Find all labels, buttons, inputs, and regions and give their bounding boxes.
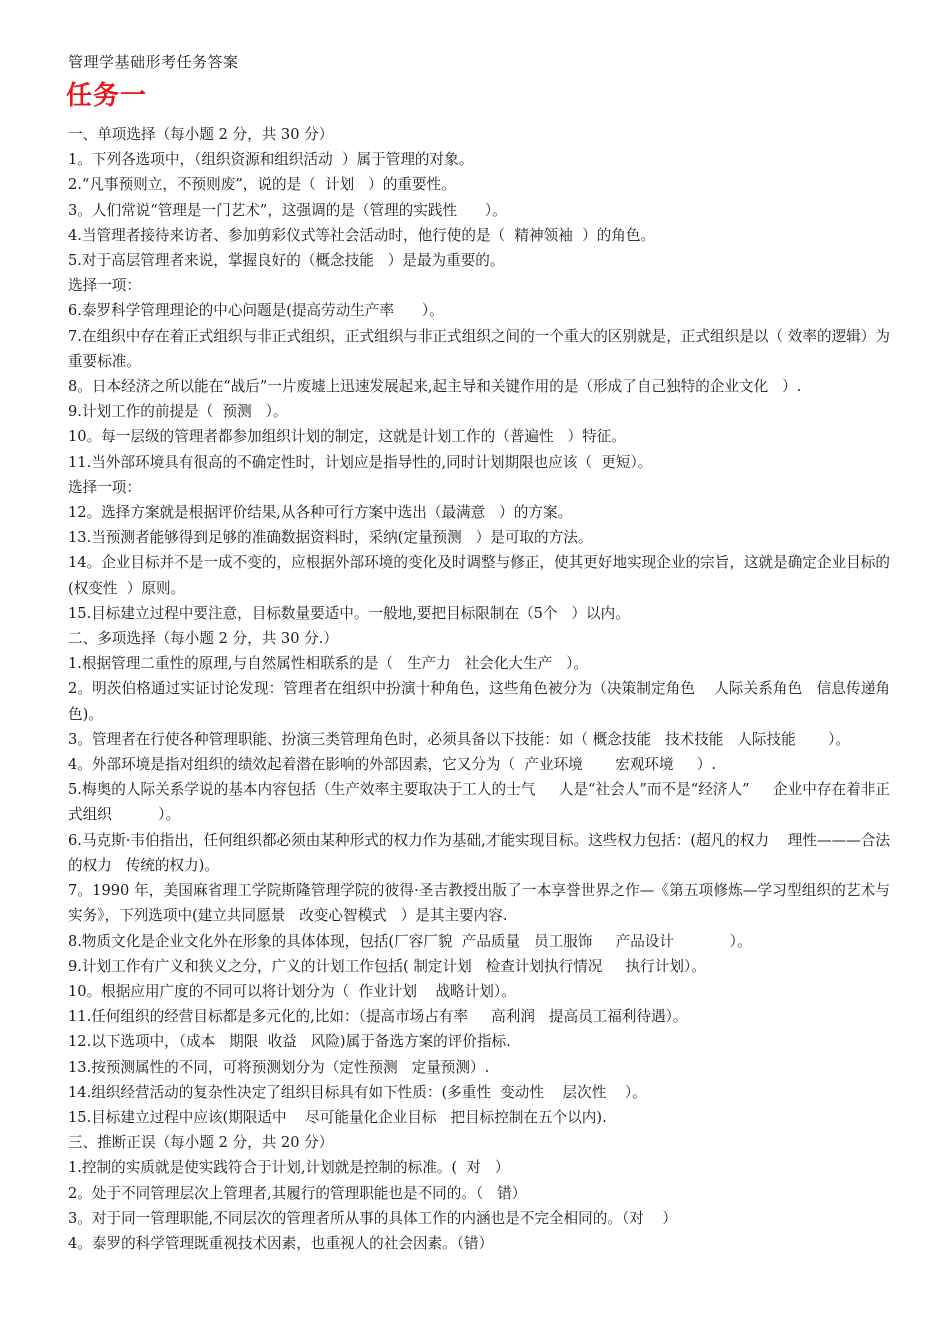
text-line: 9.计划工作有广义和狭义之分，广义的计划工作包括( 制定计划 检查计划执行情况 执行计划）。 [68,957,706,975]
text-line: 6.泰罗科学管理理论的中心问题是(提高劳动生产率 ）。 [68,302,444,320]
text-line: 14。企业目标并不是一成不变的，应根据外部环境的变化及时调整与修正，使其更好地实现企业的宗旨，这就是确定企业目标的(权变性 ）原则。 [68,554,890,597]
text-line: 11.任何组织的经营目标都是多元化的,比如：（提高市场占有率 高利润 提高员工福利待遇）。 [68,1008,688,1026]
text-line: 10。每一层级的管理者都参加组织计划的制定，这就是计划工作的（普遍性 ）特征。 [68,428,626,446]
text-line: 1.根据管理二重性的原理,与自然属性相联系的是（ 生产力 社会化大生产 ）。 [68,655,589,673]
text-line: 5.梅奥的人际关系学说的基本内容包括（生产效率主要取决于工人的士气 人是“社会人”而不是“经济人” 企业中存在着非正式组织 ）。 [68,781,890,824]
text-line: 12.以下选项中，（成本 期限 收益 风险)属于备选方案的评价指标. [68,1033,511,1051]
text-line: 2。处于不同管理层次上管理者,其履行的管理职能也是不同的。（ 错） [68,1184,527,1202]
text-line: 9.计划工作的前提是（ 预测 ）。 [68,403,288,421]
text-line: 4。外部环境是指对组织的绩效起着潜在影响的外部因素，它又分为（ 产业环境 宏观环境 ）. [68,756,717,774]
text-line: 8.物质文化是企业文化外在形象的具体体现，包括(厂容厂貌 产品质量 员工服饰 产品设计 ）。 [68,932,752,950]
text-line: 3。人们常说“管理是一门艺术”，这强调的是（管理的实践性 ）。 [68,201,507,219]
text-line: 3。对于同一管理职能,不同层次的管理者所从事的具体工作的内涵也是不完全相同的。（对 ） [68,1209,677,1227]
text-line: 14.组织经营活动的复杂性决定了组织目标具有如下性质：(多重性 变动性 层次性 ）。 [68,1083,647,1101]
text-line: 选择一项： [68,478,141,496]
text-line: 13.按预测属性的不同，可将预测划分为（定性预测 定量预测）. [68,1058,490,1076]
text-line: 4。泰罗的科学管理既重视技术因素，也重视人的社会因素。（错） [68,1234,494,1252]
answer-list [68,122,890,1256]
text-line: 1。下列各选项中，（组织资源和组织活动 ）属于管理的对象。 [68,151,474,169]
text-line: 11.当外部环境具有很高的不确定性时，计划应是指导性的,同时计划期限也应该（ 更短）。 [68,453,653,471]
text-line: 7.在组织中存在着正式组织与非正式组织，正式组织与非正式组织之间的一个重大的区别就是，正式组织是以（ 效率的逻辑）为重要标准。 [68,327,890,370]
text-line: 2.“凡事预则立，不预则废”，说的是（ 计划 ）的重要性。 [68,176,456,194]
text-line: 15.目标建立过程中应该(期限适中 尽可能量化企业目标 把目标控制在五个以内). [68,1108,607,1126]
task-heading: 任务一 [66,81,148,111]
text-line: 12。选择方案就是根据评价结果,从各种可行方案中选出（最满意 ）的方案。 [68,504,573,522]
text-line: 2。明茨伯格通过实证讨论发现：管理者在组织中扮演十种角色，这些角色被分为（决策制定角色 人际关系角色 信息传递角色)。 [68,680,890,723]
text-line: 8。日本经济之所以能在“战后”一片废墟上迅速发展起来,起主导和关键作用的是（形成了自己独特的企业文化 ）. [68,378,802,396]
text-line: 15.目标建立过程中要注意，目标数量要适中。一般地,要把目标限制在（5个 ）以内。 [68,604,630,622]
document-title: 管理学基础形考任务答案 [68,53,239,71]
text-line: 一、单项选择（每小题 2 分，共 30 分） [68,126,334,143]
text-line: 三、推断正误（每小题 2 分，共 20 分） [68,1134,334,1152]
text-line: 二、多项选择（每小题 2 分，共 30 分.） [68,630,338,648]
text-line: 3。管理者在行使各种管理职能、扮演三类管理角色时，必须具备以下技能：如（ 概念技能 技术技能 人际技能 ）。 [68,730,851,748]
text-line: 1.控制的实质就是使实践符合于计划,计划就是控制的标准。( 对 ） [68,1159,510,1177]
text-line: 13.当预测者能够得到足够的准确数据资料时，采纳(定量预测 ）是可取的方法。 [68,529,593,547]
text-line: 4.当管理者接待来访者、参加剪彩仪式等社会活动时，他行使的是（ 精神领袖 ）的角色。 [68,226,656,244]
text-line: 5.对于高层管理者来说，掌握良好的（概念技能 ）是最为重要的。 [68,252,505,270]
text-line: 10。根据应用广度的不同可以将计划分为（ 作业计划 战略计划）。 [68,982,516,1000]
text-line: 6.马克斯·韦伯指出，任何组织都必须由某种形式的权力作为基础,才能实现目标。这些权力包括：(超凡的权力 理性———合法的权力 传统的权力)。 [68,831,890,874]
text-line: 7。1990 年，美国麻省理工学院斯隆管理学院的彼得·圣吉教授出版了一本享誉世界之作—《第五项修炼—学习型组织的艺术与实务》，下列选项中(建立共同愿景 改变心智模式 ）是其主要内容. [68,882,890,925]
text-line: 选择一项： [68,277,141,295]
